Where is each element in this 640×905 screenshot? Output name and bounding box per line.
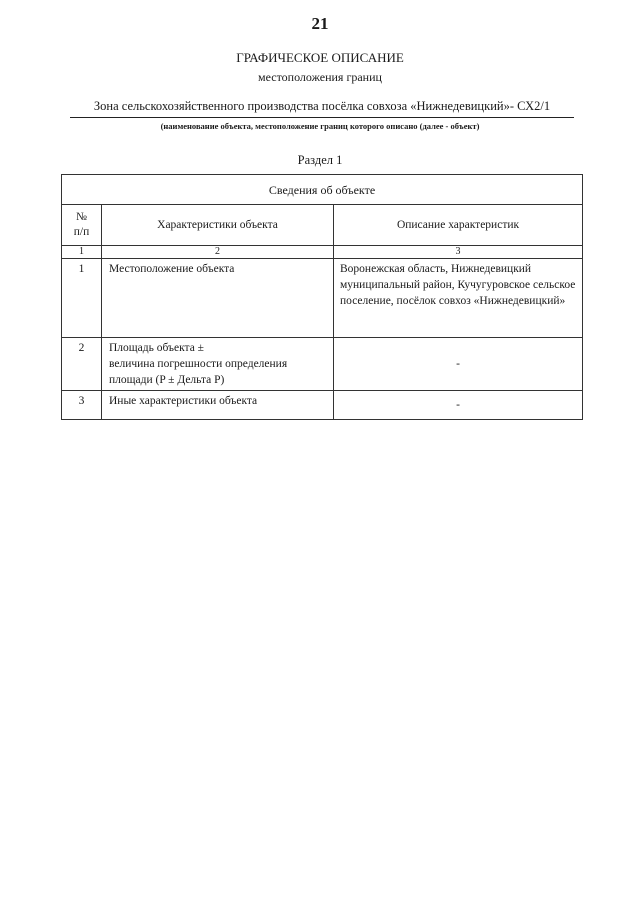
row-characteristic: Иные характеристики объекта	[102, 391, 334, 420]
column-number: 2	[102, 246, 334, 259]
object-name-caption: (наименование объекта, местоположение границ которого описано (далее - объект)	[160, 121, 480, 131]
row-num: 1	[62, 259, 102, 338]
table-title: Сведения об объекте	[62, 175, 583, 205]
table-title-row	[62, 175, 583, 205]
row-num: 3	[62, 391, 102, 420]
object-name: Зона сельскохозяйственного производства посёлка совхоза «Нижнедевицкий»- СХ2/1	[93, 99, 551, 113]
page-number: 21	[311, 14, 329, 33]
table-row	[62, 338, 583, 391]
header-num: № п/п	[62, 205, 102, 246]
column-number: 1	[62, 246, 102, 259]
object-name-underline	[70, 117, 574, 118]
row-num: 2	[62, 338, 102, 391]
object-info-table	[61, 174, 583, 420]
row-description: Воронежская область, Нижнедевицкий муниципальный район, Кучугуровское сельское поселение, посёлок совхоз «Нижнедевицкий»	[334, 259, 583, 338]
row-characteristic: Площадь объекта ± величина погрешности определения площади (P ± Дельта P)	[102, 338, 334, 391]
column-number: 3	[334, 246, 583, 259]
row-description: -	[334, 338, 583, 391]
row-characteristic: Местоположение объекта	[102, 259, 334, 338]
document-subtitle: местоположения границ	[258, 70, 382, 84]
column-number-row	[62, 246, 583, 259]
header-characteristic: Характеристики объекта	[102, 205, 334, 246]
header-description: Описание характеристик	[334, 205, 583, 246]
row-description: -	[334, 391, 583, 420]
document-title: ГРАФИЧЕСКОЕ ОПИСАНИЕ	[236, 50, 404, 65]
table-header-row	[62, 205, 583, 246]
section-title: Раздел 1	[297, 153, 343, 167]
table-row	[62, 391, 583, 420]
table-row	[62, 259, 583, 338]
